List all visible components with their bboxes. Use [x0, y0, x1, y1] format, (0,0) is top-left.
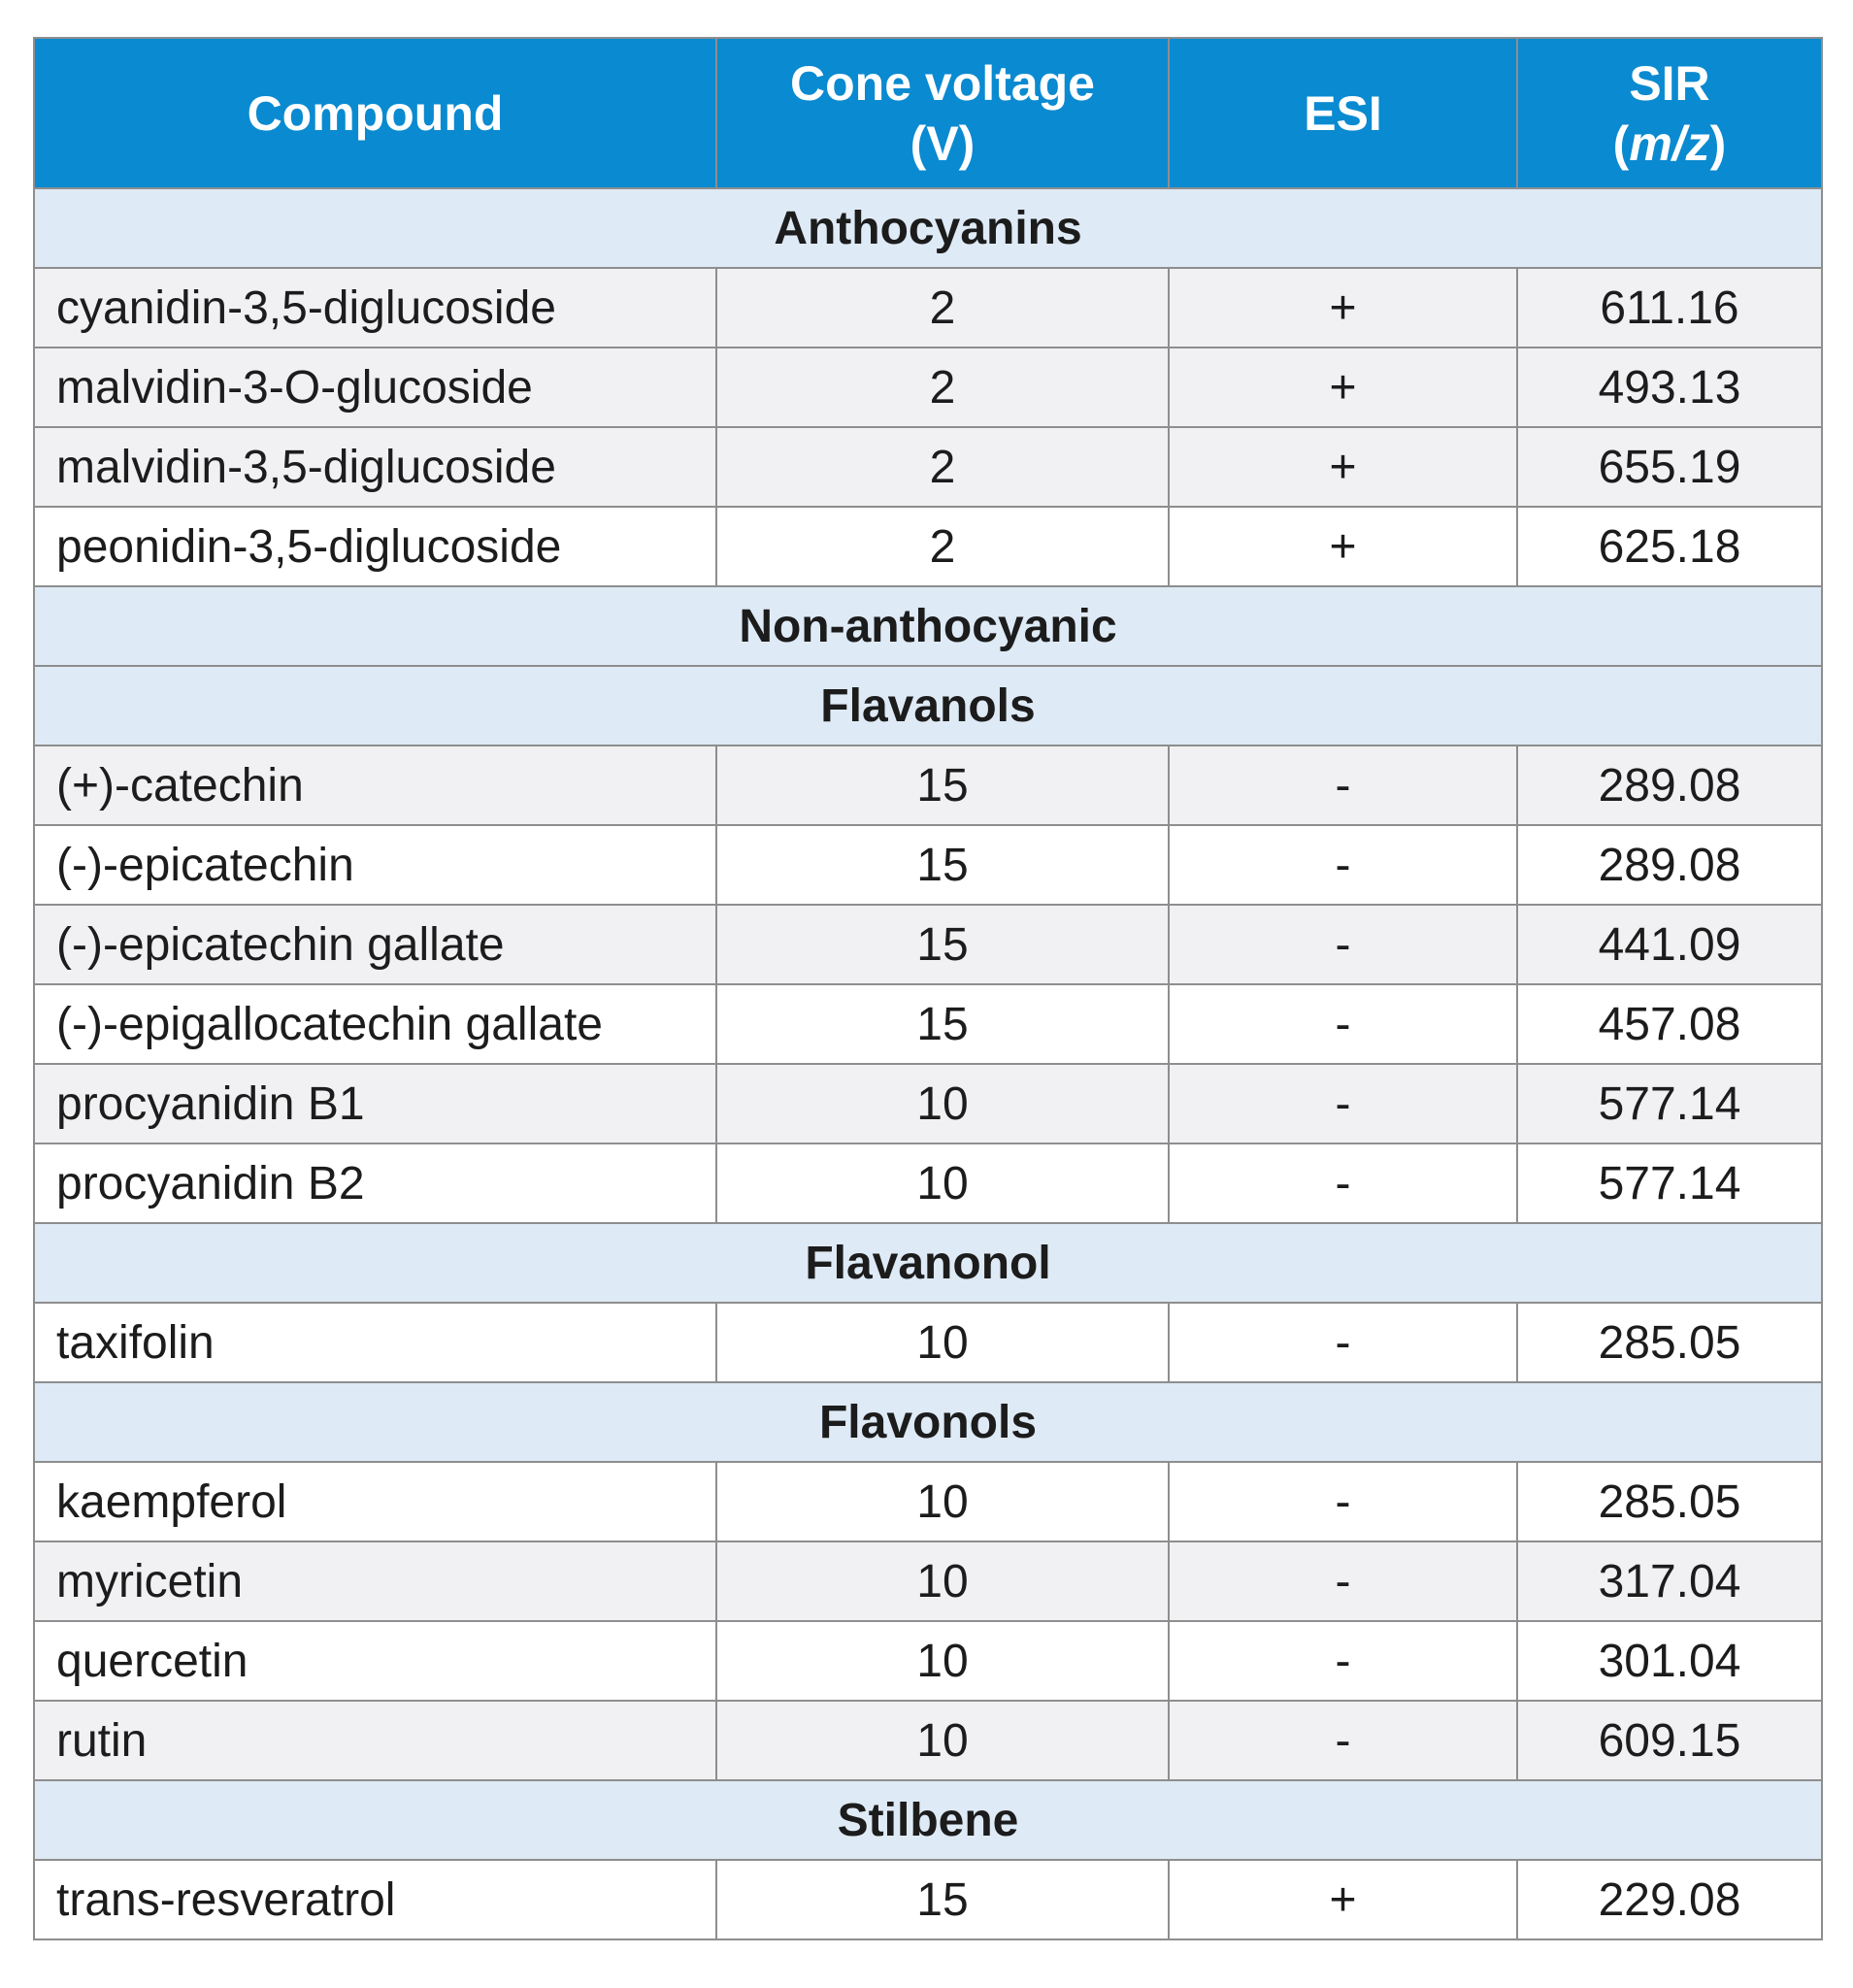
section-title: Flavanols	[34, 666, 1822, 746]
table-row	[34, 825, 1822, 905]
section-row-flavanonol	[34, 1223, 1822, 1303]
esi-cell: -	[1169, 1701, 1517, 1780]
table-row	[34, 1143, 1822, 1223]
section-row-stilbene	[34, 1780, 1822, 1860]
esi-cell: -	[1169, 1143, 1517, 1223]
esi-cell: +	[1169, 1860, 1517, 1939]
table-row	[34, 348, 1822, 427]
sir-cell: 655.19	[1517, 427, 1822, 507]
esi-cell: +	[1169, 348, 1517, 427]
table-row	[34, 427, 1822, 507]
cone-voltage-cell: 10	[716, 1143, 1169, 1223]
table-row	[34, 1701, 1822, 1780]
section-row-flavanols	[34, 666, 1822, 746]
compound-cell: kaempferol	[34, 1462, 716, 1541]
sir-cell: 289.08	[1517, 825, 1822, 905]
table-row	[34, 1621, 1822, 1701]
compound-cell: taxifolin	[34, 1303, 716, 1382]
cone-voltage-cell: 2	[716, 268, 1169, 348]
table-row	[34, 984, 1822, 1064]
section-row-flavonols	[34, 1382, 1822, 1462]
cone-voltage-cell: 10	[716, 1064, 1169, 1143]
esi-cell: -	[1169, 905, 1517, 984]
esi-cell: +	[1169, 427, 1517, 507]
header-compound: Compound	[34, 38, 716, 188]
cone-voltage-cell: 15	[716, 1860, 1169, 1939]
header-row	[34, 38, 1822, 188]
header-sir-line2: (m/z)	[1612, 116, 1727, 171]
sir-cell: 285.05	[1517, 1462, 1822, 1541]
compound-cell: (+)-catechin	[34, 746, 716, 825]
section-title: Non-anthocyanic	[34, 586, 1822, 666]
sir-cell: 577.14	[1517, 1064, 1822, 1143]
esi-cell: -	[1169, 1064, 1517, 1143]
cone-voltage-cell: 15	[716, 825, 1169, 905]
section-title: Stilbene	[34, 1780, 1822, 1860]
header-esi: ESI	[1169, 38, 1517, 188]
header-sir	[1517, 38, 1822, 188]
esi-cell: +	[1169, 507, 1517, 586]
sir-cell: 457.08	[1517, 984, 1822, 1064]
compound-cell: rutin	[34, 1701, 716, 1780]
compound-cell: procyanidin B1	[34, 1064, 716, 1143]
cone-voltage-cell: 10	[716, 1701, 1169, 1780]
table-row	[34, 1860, 1822, 1939]
cone-voltage-cell: 15	[716, 746, 1169, 825]
table-row	[34, 268, 1822, 348]
esi-cell: -	[1169, 984, 1517, 1064]
table-row	[34, 1541, 1822, 1621]
sir-cell: 577.14	[1517, 1143, 1822, 1223]
table-row	[34, 1303, 1822, 1382]
compound-cell: trans-resveratrol	[34, 1860, 716, 1939]
header-cone-voltage-line1: Cone voltage	[790, 55, 1095, 111]
section-title: Flavonols	[34, 1382, 1822, 1462]
esi-cell: -	[1169, 1303, 1517, 1382]
sir-cell: 317.04	[1517, 1541, 1822, 1621]
table-row	[34, 507, 1822, 586]
table-row	[34, 1064, 1822, 1143]
sir-cell: 625.18	[1517, 507, 1822, 586]
cone-voltage-cell: 2	[716, 427, 1169, 507]
sir-cell: 301.04	[1517, 1621, 1822, 1701]
cone-voltage-cell: 10	[716, 1621, 1169, 1701]
table-row	[34, 746, 1822, 825]
cone-voltage-cell: 10	[716, 1303, 1169, 1382]
compound-cell: procyanidin B2	[34, 1143, 716, 1223]
sir-cell: 611.16	[1517, 268, 1822, 348]
compound-cell: (-)-epicatechin gallate	[34, 905, 716, 984]
sir-cell: 441.09	[1517, 905, 1822, 984]
compound-cell: malvidin-3,5-diglucoside	[34, 427, 716, 507]
esi-cell: -	[1169, 746, 1517, 825]
compound-table	[33, 37, 1823, 1940]
esi-cell: -	[1169, 1462, 1517, 1541]
table-row	[34, 905, 1822, 984]
compound-cell: quercetin	[34, 1621, 716, 1701]
compound-cell: (-)-epicatechin	[34, 825, 716, 905]
table-row	[34, 1462, 1822, 1541]
header-sir-line1: SIR	[1629, 55, 1710, 111]
header-cone-voltage	[716, 38, 1169, 188]
cone-voltage-cell: 15	[716, 984, 1169, 1064]
section-title: Flavanonol	[34, 1223, 1822, 1303]
cone-voltage-cell: 2	[716, 507, 1169, 586]
compound-cell: myricetin	[34, 1541, 716, 1621]
sir-cell: 609.15	[1517, 1701, 1822, 1780]
section-title: Anthocyanins	[34, 188, 1822, 268]
cone-voltage-cell: 10	[716, 1541, 1169, 1621]
compound-cell: peonidin-3,5-diglucoside	[34, 507, 716, 586]
compound-cell: malvidin-3-O-glucoside	[34, 348, 716, 427]
esi-cell: -	[1169, 1621, 1517, 1701]
sir-cell: 289.08	[1517, 746, 1822, 825]
sir-cell: 229.08	[1517, 1860, 1822, 1939]
header-cone-voltage-line2: (V)	[910, 116, 976, 171]
esi-cell: +	[1169, 268, 1517, 348]
esi-cell: -	[1169, 825, 1517, 905]
sir-cell: 493.13	[1517, 348, 1822, 427]
compound-cell: (-)-epigallocatechin gallate	[34, 984, 716, 1064]
cone-voltage-cell: 15	[716, 905, 1169, 984]
section-row-anthocyanins	[34, 188, 1822, 268]
sir-cell: 285.05	[1517, 1303, 1822, 1382]
compound-cell: cyanidin-3,5-diglucoside	[34, 268, 716, 348]
cone-voltage-cell: 10	[716, 1462, 1169, 1541]
cone-voltage-cell: 2	[716, 348, 1169, 427]
header-sir-unit: m/z	[1629, 116, 1710, 171]
esi-cell: -	[1169, 1541, 1517, 1621]
section-row-non-anthocyanic	[34, 586, 1822, 666]
